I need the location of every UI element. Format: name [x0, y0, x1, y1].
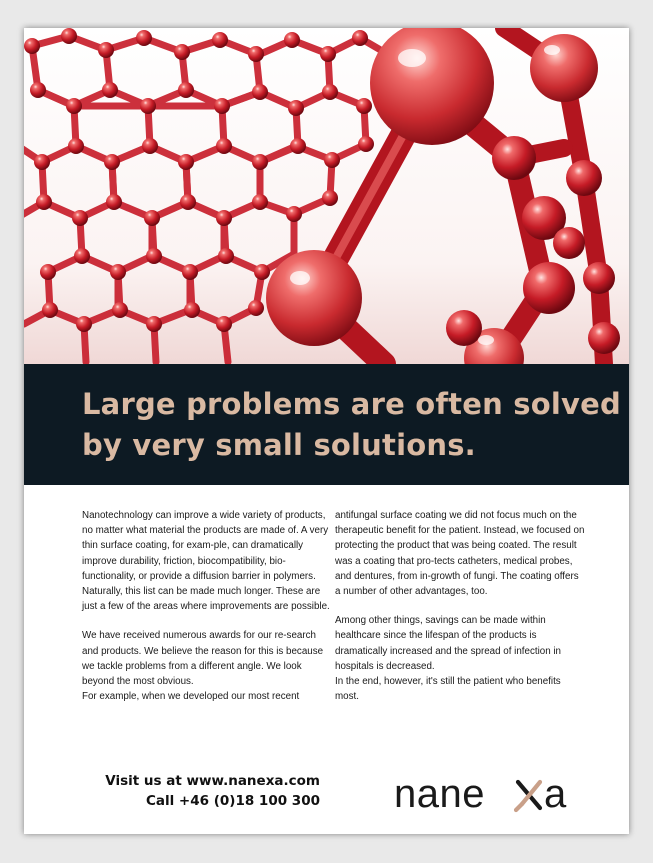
headline-line-2: by very small solutions.	[82, 428, 476, 462]
body-paragraph: Among other things, savings can be made within healthcare since the lifespan of the products is dramatically increased and the spread of infection in hospitals is decreased.	[335, 615, 562, 672]
phone-text: Call +46 (0)18 100 300	[145, 793, 320, 809]
logo-x-mark	[516, 782, 540, 810]
headline	[82, 384, 621, 466]
contact-block	[84, 771, 320, 811]
headline-line-1: Large problems are often solved	[82, 387, 621, 421]
headline-banner	[24, 364, 629, 485]
advertisement-page	[24, 28, 629, 834]
logo-text-suffix: a	[544, 772, 567, 816]
body-paragraph: antifungal surface coating we did not focus much on the therapeutic benefit for the patient. Instead, we focused on protecting the product that was being coated. The result was a coating that pro-tects catheters, medical probes, and dentures, from in-growth of fungi. The coating offers a number of other advantages, too.	[335, 510, 585, 598]
website-text: Visit us at www.nanexa.com	[105, 773, 320, 789]
body-column-right	[335, 508, 585, 718]
body-paragraph: In the end, however, it's still the patient who benefits most.	[335, 676, 561, 703]
nanotube-illustration	[24, 28, 629, 364]
body-paragraph: For example, when we developed our most recent	[82, 691, 300, 703]
body-paragraph: We have received numerous awards for our re-search and products. We believe the reason for this is because we tackle problems from a different angle. We look beyond the most obvious.	[82, 630, 324, 688]
logo-text-prefix: nane	[394, 772, 485, 816]
body-column-left	[82, 508, 332, 718]
body-paragraph: Nanotechnology can improve a wide variety of products, no matter what material the products are made of. A very thin surface coating, for exam-ple, can dramatically improve durability, friction, biocompatibility, bio-functionality, or provide a diffusion barrier in polymers. Naturally, this list can be made much longer. These are just a few of the areas where improvements are possible.	[82, 510, 330, 613]
nanotube-image	[24, 28, 629, 364]
nanexa-logo	[394, 768, 579, 818]
